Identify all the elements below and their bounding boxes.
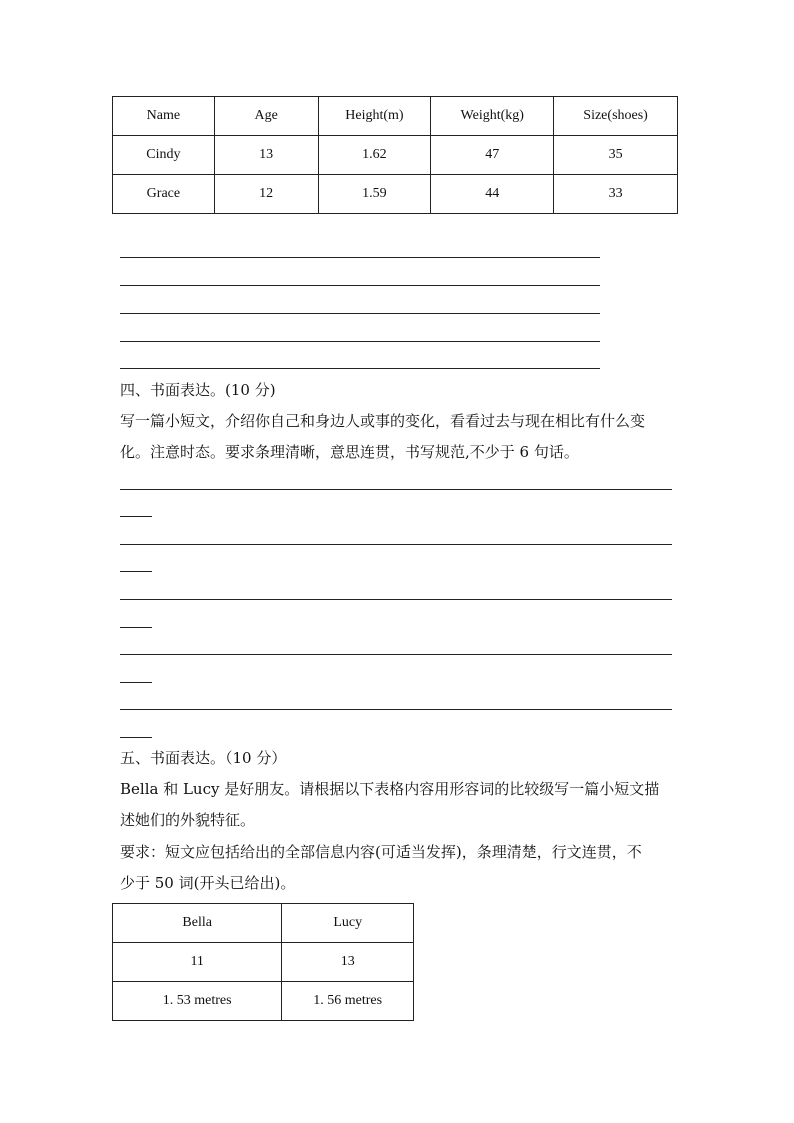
table-header-row xyxy=(113,904,414,943)
table-cell: 11 xyxy=(113,943,282,982)
table-header-cell: Age xyxy=(214,97,318,136)
table-cell: 33 xyxy=(554,175,678,214)
table-header-cell: Name xyxy=(113,97,215,136)
table-cell: 13 xyxy=(214,136,318,175)
section-5-instruction-line: Bella 和 Lucy 是好朋友。请根据以下表格内容用形容词的比较级写一篇小短文描 xyxy=(120,780,660,798)
table-cell: 47 xyxy=(431,136,554,175)
answer-line[interactable] xyxy=(120,368,600,369)
answer-line[interactable] xyxy=(120,285,600,286)
table-cell: 1. 53 metres xyxy=(113,982,282,1021)
section-5-requirement-line: 少于 50 词(开头已给出)。 xyxy=(120,874,296,892)
table-row xyxy=(113,943,414,982)
table-header-cell: Size(shoes) xyxy=(554,97,678,136)
section-5-requirement-line: 要求：短文应包括给出的全部信息内容(可适当发挥)，条理清楚，行文连贯，不 xyxy=(120,843,642,861)
table-cell: 12 xyxy=(214,175,318,214)
answer-line[interactable] xyxy=(120,257,600,258)
table-cell: 1. 56 metres xyxy=(282,982,414,1021)
table-cell: 44 xyxy=(431,175,554,214)
table-row xyxy=(113,136,678,175)
writing-line[interactable] xyxy=(120,709,672,710)
table-row xyxy=(113,982,414,1021)
comparison-table xyxy=(112,903,414,1021)
table-header-cell: Bella xyxy=(113,904,282,943)
table-header-cell: Weight(kg) xyxy=(431,97,554,136)
table-cell: 1.62 xyxy=(318,136,431,175)
table-row xyxy=(113,175,678,214)
section-4-instruction-line: 写一篇小短文，介绍你自己和身边人或事的变化，看看过去与现在相比有什么变 xyxy=(120,412,646,430)
table-cell: 35 xyxy=(554,136,678,175)
writing-line[interactable] xyxy=(120,599,672,600)
answer-line[interactable] xyxy=(120,313,600,314)
writing-line[interactable] xyxy=(120,489,672,490)
writing-line-end[interactable] xyxy=(120,516,152,517)
writing-line[interactable] xyxy=(120,544,672,545)
table-header-cell: Lucy xyxy=(282,904,414,943)
answer-line[interactable] xyxy=(120,341,600,342)
table-cell: 13 xyxy=(282,943,414,982)
writing-line-end[interactable] xyxy=(120,627,152,628)
section-5-heading: 五、书面表达。（10 分） xyxy=(120,749,287,767)
writing-line[interactable] xyxy=(120,654,672,655)
section-4-instruction-line: 化。注意时态。要求条理清晰，意思连贯，书写规范,不少于 6 句话。 xyxy=(120,443,579,461)
section-4-heading: 四、书面表达。(10 分) xyxy=(120,381,276,399)
table-header-cell: Height(m) xyxy=(318,97,431,136)
table-header-row xyxy=(113,97,678,136)
table-cell: 1.59 xyxy=(318,175,431,214)
section-5-instruction-line: 述她们的外貌特征。 xyxy=(120,811,256,829)
writing-line-end[interactable] xyxy=(120,682,152,683)
table-cell: Cindy xyxy=(113,136,215,175)
writing-line-end[interactable] xyxy=(120,737,152,738)
info-table xyxy=(112,96,678,214)
table-cell: Grace xyxy=(113,175,215,214)
writing-line-end[interactable] xyxy=(120,571,152,572)
